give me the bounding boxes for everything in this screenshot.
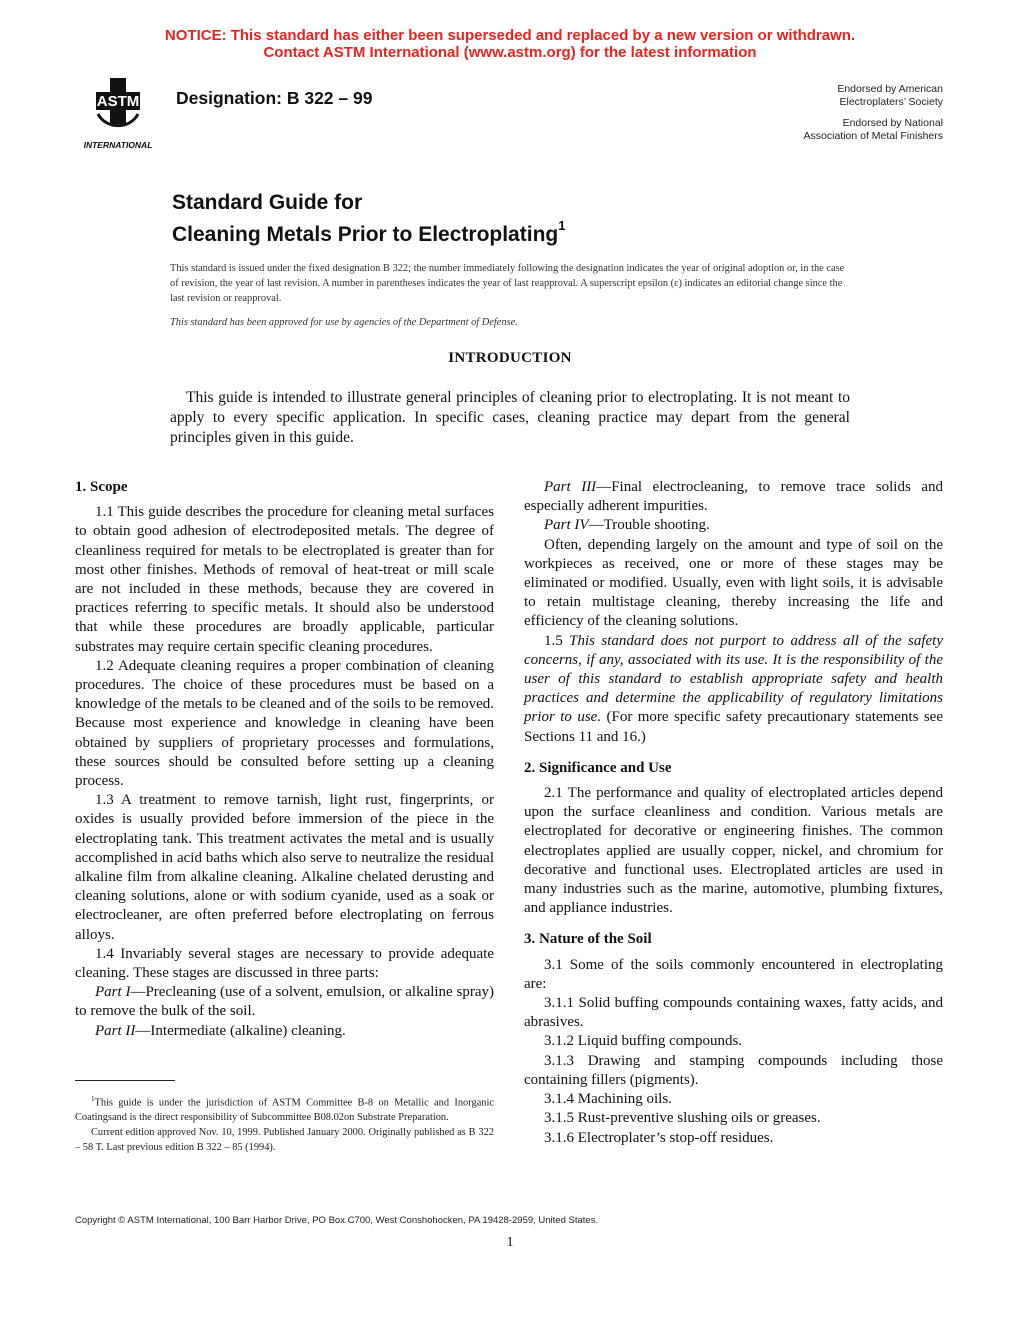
part-4 [524,516,943,535]
endorsements [804,83,943,143]
endorsement-2-line-1: Endorsed by National [842,117,943,129]
para-3-1: 3.1 Some of the soils commonly encountered in electroplating are: [524,956,943,992]
endorsement-1-line-2: Electroplaters’ Society [839,96,943,108]
introduction-heading: INTRODUCTION [448,350,572,366]
part-1 [75,983,494,1021]
footnote-1 [75,1092,494,1125]
endorsement-1 [804,83,943,109]
para-1-5 [524,632,943,747]
section-2-heading: 2. Significance and Use [524,759,672,776]
footnote-2: Current edition approved Nov. 10, 1999. Published January 2000. Originally published as B 322 – 58 T. Last previous edition B 322 – 85 (1994). [75,1127,494,1154]
logo-subtitle: INTERNATIONAL [83,140,153,150]
para-1-5-caveat: This standard does not purport to address all of the safety concerns, if any, associated with its use. It is the responsibility of the user of this standard to establish appropriate safety and health practices and determine the applicability of regulatory limitations prior to use. [524,632,944,726]
para-1-4: 1.4 Invariably several stages are necessary to provide adequate cleaning. These stages are discussed in three parts: [75,945,494,982]
endorsement-1-line-1: Endorsed by American [837,83,943,95]
part-3 [524,478,943,516]
title-footnote-ref: 1 [558,218,566,233]
astm-logo-mark [76,76,160,152]
para-1-5-number: 1.5 [544,632,563,649]
para-1-5-rest: (For more specific safety precautionary statements see Sections 11 and 16.) [524,709,943,745]
section-3-heading: 3. Nature of the Soil [524,931,652,948]
title-line-1: Standard Guide for [172,191,363,214]
footnote-divider [75,1080,175,1081]
part-3-label: Part III [544,479,597,495]
logo-letters: ASTM [96,93,140,110]
list-item: 3.1.2 Liquid buffing compounds. [544,1033,743,1050]
para-1-3: 1.3 A treatment to remove tarnish, light rust, fingerprints, or oxides is usually provided before immersion of the piece in the electroplating tank. This treatment activates the metal and is usually accomplished in acid baths which also serve to neutralize the residual alkaline film from alkaline cleaning. Alkaline chelated derusting and cleaning solutions, alone or with sodium cyanide, used as a soak or electrocleaner, are often preferred before electroplating on ferrous alloys. [75,792,494,943]
copyright: Copyright © ASTM International, 100 Barr Harbor Drive, PO Box C700, West Conshohocken, PA 19428-2959, United States. [75,1215,599,1226]
endorsement-2-line-2: Association of Metal Finishers [803,130,943,142]
designation: Designation: B 322 – 99 [176,88,373,108]
footnote-1-mark: 1 [91,1095,95,1103]
list-item: 3.1.3 Drawing and stamping compounds including those containing fillers (pigments). [524,1052,943,1088]
list-item: 3.1.4 Machining oils. [544,1091,672,1108]
section-1-heading: 1. Scope [75,479,128,495]
part-2-label: Part II [95,1022,136,1039]
left-column [75,478,494,1041]
part-2-text: —Intermediate (alkaline) cleaning. [135,1022,346,1039]
part-4-text: —Trouble shooting. [588,517,710,534]
introduction-text: This guide is intended to illustrate general principles of cleaning prior to electroplating. It is not meant to apply to every specific application. In specific cases, cleaning practice may depart from the general principles given in this guide. [170,389,850,446]
part-1-label: Part I [95,984,131,1001]
footnote-1-text: This guide is under the jurisdiction of ASTM Committee B-8 on Metallic and Inorganic Coatingsand is the direct responsibility of Subcommittee B08.02on Substrate Preparation. [75,1097,494,1124]
page-number: 1 [506,1235,514,1250]
preamble: This standard is issued under the fixed designation B 322; the number immediately following the designation indicates the year of original adoption or, in the case of revision, the year of last revision. A number in parentheses indicates the year of last reapproval. A superscript epsilon (ε) indicates an editorial change since the last revision or reapproval. [170,263,845,304]
notice-line-1: NOTICE: This standard has either been superseded and replaced by a new version or withdrawn. [164,27,856,44]
astm-logo [76,76,160,152]
dod-approval-note: This standard has been approved for use by agencies of the Department of Defense. [170,317,518,328]
supersede-notice [0,27,1020,61]
part-2 [75,1022,494,1041]
list-item: 3.1.6 Electroplater’s stop-off residues. [544,1129,774,1146]
para-often: Often, depending largely on the amount and type of soil on the workpieces as received, one or more of these stages may be eliminated or modified. Usually, even with light soils, it is advisable to retain multistage cleaning, thereby increasing the life and efficiency of the cleaning solutions. [524,536,943,630]
part-1-text: —Precleaning (use of a solvent, emulsion, or alkaline spray) to remove the bulk of the soil. [75,984,494,1020]
part-3-text: —Final electrocleaning, to remove trace solids and especially adherent impurities. [524,479,943,515]
para-2-1: 2.1 The performance and quality of electroplated articles depend upon the surface cleanliness and condition. Various metals are electroplated for decorative or engineering finishes. The common electroplates applied are usually copper, nickel, and chromium for decorative and functional uses. Electroplated articles are used in many industries such as the marine, automotive, plumbing fixtures, and appliance industries. [524,785,943,917]
para-1-2: 1.2 Adequate cleaning requires a proper combination of cleaning procedures. The choice of these procedures must be based on a knowledge of the metals to be cleaned and of the soils to be removed. Because most experience and knowledge in cleaning have been obtained by suppliers of proprietary processes and formulations, these sources should be consulted before setting up a cleaning process. [75,657,494,790]
list-item: 3.1.1 Solid buffing compounds containing waxes, fatty acids, and abrasives. [524,995,943,1031]
footnotes [75,1092,494,1155]
title-line-2 [172,216,565,248]
part-4-label: Part IV [544,517,589,534]
notice-line-2: Contact ASTM International (www.astm.org) for the latest information [263,44,757,61]
list-item: 3.1.5 Rust-preventive slushing oils or greases. [544,1110,821,1127]
document-title [172,190,565,248]
endorsement-2 [804,117,943,143]
right-column [524,478,943,1148]
para-1-1: 1.1 This guide describes the procedure for cleaning metal surfaces to obtain good adhesion of electrodeposited metals. The degree of cleanliness required for metals to be electroplated is greater than for most other finishes. Methods of removal of heat-treat or mill scale are not included in these methods, because they are covered in practices referring to specific metals. It should also be understood that while these procedures are broadly applicable, particular substrates may require certain specific cleaning procedures. [75,504,494,655]
title-main: Cleaning Metals Prior to Electroplating [172,223,559,246]
